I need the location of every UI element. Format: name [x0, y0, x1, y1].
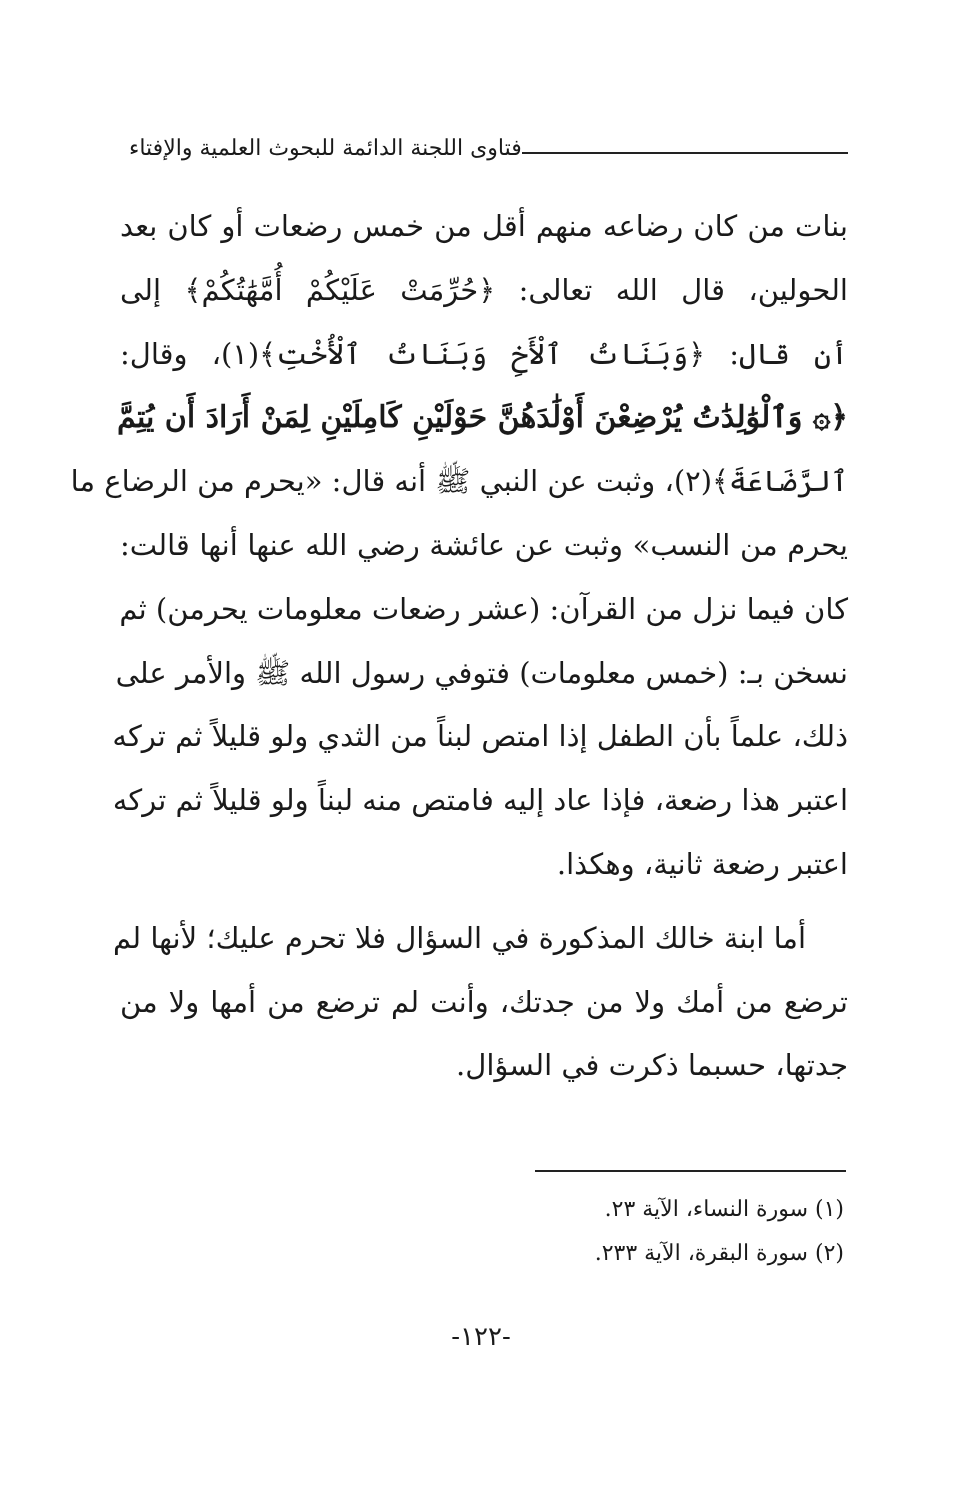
footnote-2: (٢) سورة البقرة، الآية ٢٣٣.: [594, 1241, 844, 1266]
quran-verse-line: ﴿۞ وَٱلْوَٰلِدَٰتُ يُرْضِعْنَ أَوْلَٰدَهُنَّ حَوْلَيْنِ كَامِلَيْنِ لِمَنْ أَرَادَ أَن يُتِمَّ: [116, 400, 848, 436]
header-rule: [522, 152, 848, 154]
text-line: بنات من كان رضاعه منهم أقل من خمس رضعات أو كان بعد: [120, 209, 848, 243]
paragraph-gap: [120, 897, 848, 907]
text-line: أما ابنة خالك المذكورة في السؤال فلا تحرم عليك؛ لأنها لم: [112, 920, 806, 955]
running-header: [115, 128, 848, 168]
text-line: ٱلرَّضَاعَةَ﴾(٢)، وثبت عن النبي ﷺ أنه قال: «يحرم من الرضاع ما: [70, 464, 848, 499]
text-line: اعتبر هذا رضعة، فإذا عاد إليه فامتص منه لبناً ولو قليلاً ثم تركه: [112, 783, 848, 818]
footnote-separator: [535, 1170, 846, 1172]
footnote-1: (١) سورة النساء، الآية ٢٣.: [604, 1197, 844, 1222]
header-title: فتاوى اللجنة الدائمة للبحوث العلمية والإفتاء: [129, 135, 522, 161]
text-line: جدتها، حسبما ذكرت في السؤال.: [456, 1048, 848, 1083]
text-line: اعتبر رضعة ثانية، وهكذا.: [556, 846, 848, 881]
text-line: ذلك، علماً بأن الطفل إذا امتص لبناً من الثدي ولو قليلاً ثم تركه: [112, 719, 848, 754]
text-line: الحولين، قال الله تعالى: ﴿حُرِّمَتْ عَلَيْكُمْ أُمَّهَٰتُكُمْ﴾ إلى: [120, 272, 848, 307]
main-text: [70, 195, 849, 1098]
text-line: ترضع من أمك ولا من جدتك، وأنت لم ترضع من أمها ولا من: [120, 984, 848, 1019]
text-line: أن قال: ﴿وَبَنَاتُ ٱلْأَخِ وَبَنَاتُ ٱلْأُخْتِ﴾(١)، وقال:: [120, 336, 849, 371]
text-line: يحرم من النسب» وثبت عن عائشة رضي الله عنها أنها قالت:: [120, 527, 848, 562]
text-line: نسخن بـ: (خمس معلومات) فتوفي رسول الله ﷺ والأمر على: [115, 655, 848, 690]
footnotes: [344, 1188, 844, 1276]
page-number: -١٢٢-: [451, 1322, 511, 1352]
text-line: كان فيما نزل من القرآن: (عشر رضعات معلومات يحرمن) ثم: [119, 591, 848, 626]
